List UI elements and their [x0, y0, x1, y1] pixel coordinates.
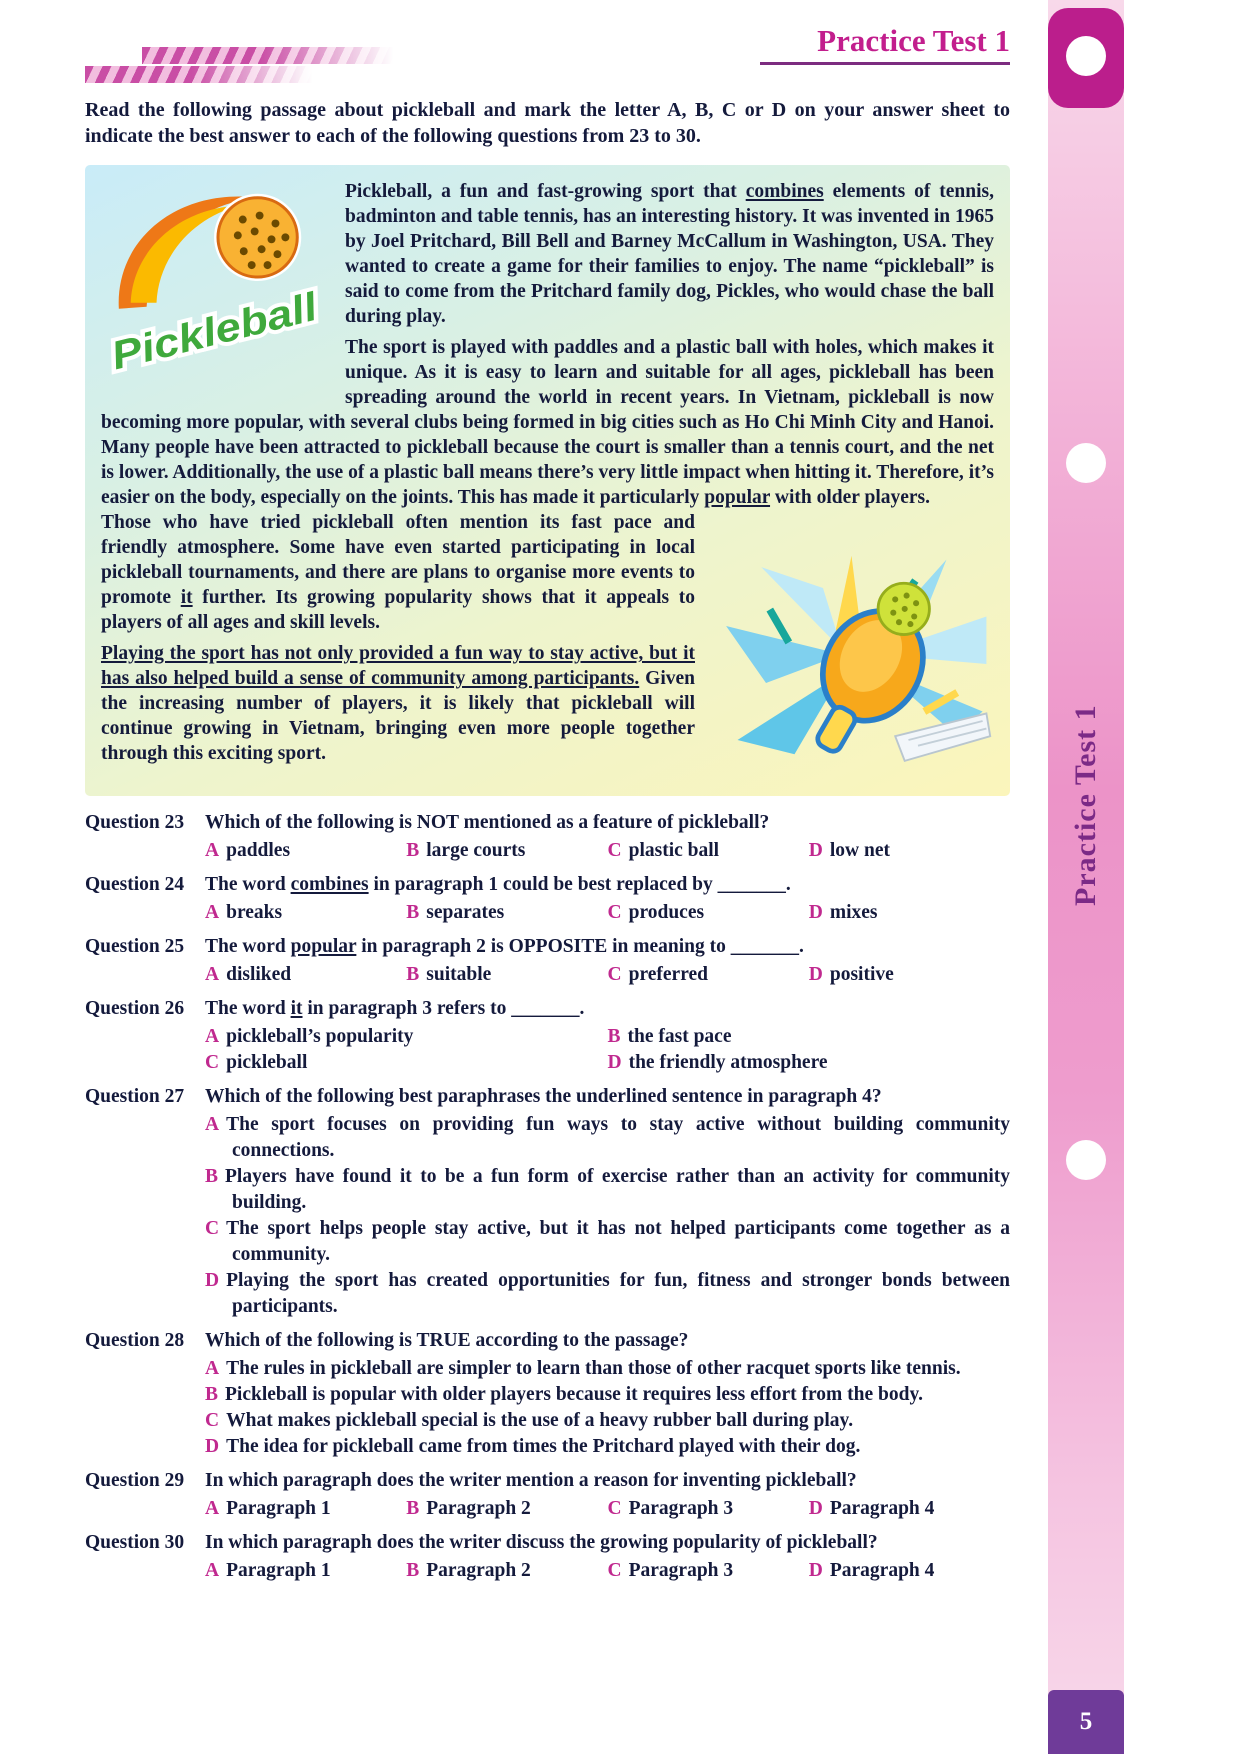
page-title: Practice Test 1	[817, 23, 1010, 58]
question-28	[85, 1328, 1010, 1460]
question-number: Question 30	[85, 1532, 185, 1554]
question-30	[85, 1530, 1010, 1584]
option-d: D positive	[808, 964, 894, 986]
option-c: C produces	[607, 902, 705, 924]
passage-box	[85, 165, 1010, 796]
corner-tab-circle	[1066, 36, 1106, 76]
passage-paragraph-3: Those who have tried pickleball often mention its fast pace and friendly atmosphere. Some have even started participating in local pickleball tournaments, and there are plans to organise more events to promote it further. Its growing popularity shows that it appeals to players of all ages and skill levels.	[101, 512, 695, 634]
page-number: 5	[1079, 1708, 1093, 1735]
passage-paragraph-1: Pickleball, a fun and fast-growing sport that combines elements of tennis, badminton and table tennis, has an interesting history. It was invented in 1965 by Joel Pritchard, Bill Bell and Barney McCallum in Washington, USA. They wanted to create a game for their families to enjoy. The name “pickleball” is said to come from the Pritchard family dog, Pickles, who would chase the ball during play.	[345, 181, 994, 328]
question-number: Question 26	[85, 998, 185, 1020]
question-text: The word combines in paragraph 1 could be best replaced by _______.	[205, 874, 791, 896]
option-d: D Paragraph 4	[808, 1560, 935, 1582]
option-a: A paddles	[205, 840, 291, 862]
option-c: C preferred	[607, 964, 709, 986]
option-a: A The rules in pickleball are simpler to learn than those of other racquet sports like tennis.	[205, 1358, 961, 1380]
ball	[878, 583, 929, 634]
pickleball-logo	[101, 179, 329, 379]
question-text: In which paragraph does the writer mention a reason for inventing pickleball?	[205, 1470, 857, 1492]
option-b: B Paragraph 2	[406, 1560, 531, 1582]
page-number-box	[1048, 1690, 1124, 1754]
question-25	[85, 934, 1010, 988]
instructions-text: Read the following passage about pickleball and mark the letter A, B, C or D on your answer sheet to indicate the best answer to each of the following questions from 23 to 30.	[85, 99, 1010, 148]
option-d: D Paragraph 4	[808, 1498, 935, 1520]
pickleball-logo-graphic	[101, 179, 329, 377]
option-a: A disliked	[205, 964, 292, 986]
option-c: C Paragraph 3	[607, 1560, 734, 1582]
option-c: C plastic ball	[607, 840, 720, 862]
question-text: Which of the following best paraphrases the underlined sentence in paragraph 4?	[205, 1086, 882, 1108]
pickleball-logo-text: Pickleball	[106, 291, 296, 378]
option-d: D Playing the sport has created opportunities for fun, fitness and stronger bonds between participants.	[205, 1270, 1010, 1318]
option-d: D The idea for pickleball came from times the Pritchard played with their dog.	[205, 1436, 861, 1458]
option-d: D mixes	[808, 902, 878, 924]
option-a: A breaks	[205, 902, 283, 924]
option-c: C What makes pickleball special is the use of a heavy rubber ball during play.	[205, 1410, 854, 1432]
question-number: Question 25	[85, 936, 185, 958]
passage-paragraph-4: Playing the sport has not only provided a fun way to stay active, but it has also helped build a sense of community among participants. Given the increasing number of players, it is likely that pickleball will continue growing in Vietnam, bringing even more people together through this exciting sport.	[101, 643, 695, 765]
option-c: C The sport helps people stay active, but it has not helped participants come together as a community.	[205, 1218, 1010, 1266]
question-29	[85, 1468, 1010, 1522]
questions-section	[85, 810, 1010, 1584]
question-26	[85, 996, 1010, 1076]
question-number: Question 27	[85, 1086, 185, 1108]
question-number: Question 28	[85, 1330, 185, 1352]
option-b: B Players have found it to be a fun form of exercise rather than an activity for community building.	[205, 1166, 1010, 1214]
question-24	[85, 872, 1010, 926]
question-27	[85, 1084, 1010, 1320]
page-header	[85, 24, 1010, 65]
question-number: Question 29	[85, 1470, 185, 1492]
question-text: Which of the following is TRUE according to the passage?	[205, 1330, 689, 1352]
question-23	[85, 810, 1010, 864]
side-strip	[1048, 0, 1124, 1754]
option-a: A The sport focuses on providing fun ways to stay active without building community connections.	[205, 1114, 1010, 1162]
sidebar-circle	[1066, 1140, 1106, 1180]
option-b: B Paragraph 2	[406, 1498, 531, 1520]
corner-tab	[1048, 8, 1124, 108]
sidebar-title: Practice Test 1	[1069, 704, 1102, 906]
question-text: The word popular in paragraph 2 is OPPOSITE in meaning to _______.	[205, 936, 804, 958]
option-b: B large courts	[406, 840, 526, 862]
question-number: Question 23	[85, 812, 185, 834]
option-a: A Paragraph 1	[205, 1498, 331, 1520]
option-d: D the friendly atmosphere	[607, 1052, 828, 1074]
pickleball-illustration-graphic	[709, 544, 994, 784]
title-underline	[760, 62, 1010, 65]
option-b: B suitable	[406, 964, 492, 986]
option-b: B Pickleball is popular with older players because it requires less effort from the body.	[205, 1384, 924, 1406]
pickleball-illustration	[709, 544, 994, 784]
question-text: Which of the following is NOT mentioned as a feature of pickleball?	[205, 812, 770, 834]
option-a: A Paragraph 1	[205, 1560, 331, 1582]
option-b: B separates	[406, 902, 505, 924]
option-d: D low net	[808, 840, 890, 862]
sidebar-circle	[1066, 443, 1106, 483]
option-b: B the fast pace	[607, 1026, 732, 1048]
passage-paragraph-2: The sport is played with paddles and a plastic ball with holes, which makes it unique. As it is easy to learn and suitable for all ages, pickleball has been spreading around the world in recent years. In Vietnam, pickleball is now becoming more popular, with several clubs being formed in big cities such as Ho Chi Minh City and Hanoi. Many people have been attracted to pickleball because the court is smaller than a tennis court, and the net is lower. Additionally, the use of a plastic ball means there’s very little impact when hitting it. Therefore, it’s easier on the body, especially on the joints. This has made it particularly popular with older players.	[101, 337, 994, 509]
question-text: The word it in paragraph 3 refers to _______.	[205, 998, 585, 1020]
option-c: C Paragraph 3	[607, 1498, 734, 1520]
question-number: Question 24	[85, 874, 185, 896]
option-c: C pickleball	[205, 1052, 308, 1074]
option-a: A pickleball’s popularity	[205, 1026, 414, 1048]
question-text: In which paragraph does the writer discuss the growing popularity of pickleball?	[205, 1532, 878, 1554]
